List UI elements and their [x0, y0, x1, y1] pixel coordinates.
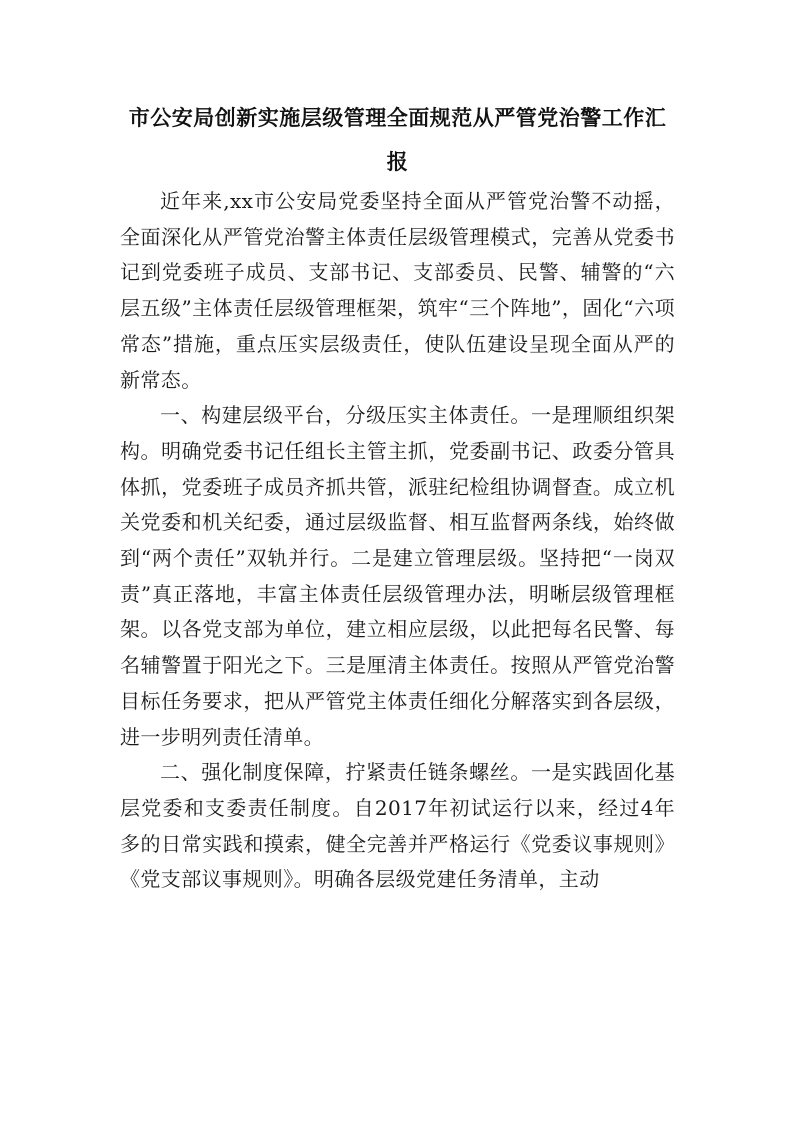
paragraph-section-1: 一、构建层级平台，分级压实主体责任。一是理顺组织架构。明确党委书记任组长主管主抓，党委副书记、政委分管具体抓，党委班子成员齐抓共管，派驻纪检组协调督查。成立机关党委和机关纪委，通过层级监督、相互监督两条线，始终做到“两个责任”双轨并行。二是建立管理层级。坚持把“一岗双责”真正落地，丰富主体责任层级管理办法，明晰层级管理框架。以各党支部为单位，建立相应层级，以此把每名民警、每名辅警置于阳光之下。三是厘清主体责任。按照从严管党治警目标任务要求，把从严管党主体责任细化分解落实到各层级，进一步明列责任清单。: [120, 403, 675, 749]
document-title: 市公安局创新实施层级管理全面规范从严管党治警工作汇报: [128, 105, 667, 174]
document-body: [120, 184, 675, 898]
paragraph-section-2: 二、强化制度保障，拧紧责任链条螺丝。一是实践固化基层党委和支委责任制度。自2017年初试运行以来，经过4年多的日常实践和摸索，健全完善并严格运行《党委议事规则》《党支部议事规则》。明确各层级党建任务清单，主动: [120, 760, 675, 892]
paragraph-intro: 近年来,xx市公安局党委坚持全面从严管党治警不动摇，全面深化从严管党治警主体责任层级管理模式，完善从党委书记到党委班子成员、支部书记、支部委员、民警、辅警的“六层五级”主体责任层级管理框架，筑牢“三个阵地”，固化“六项常态”措施，重点压实层级责任，使队伍建设呈现全面从严的新常态。: [120, 189, 675, 392]
